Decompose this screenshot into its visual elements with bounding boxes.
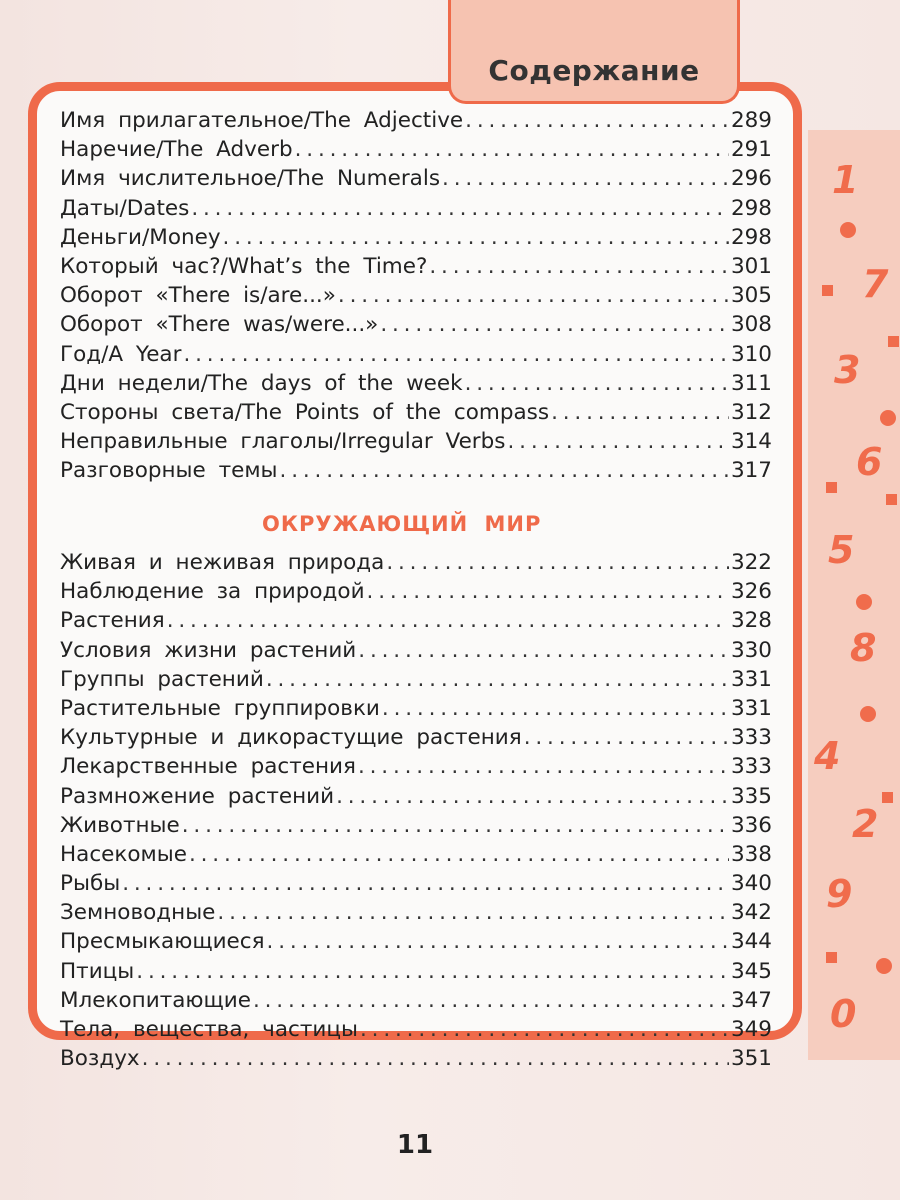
- toc-entry: [60, 840, 772, 869]
- dot-leader: [280, 456, 729, 485]
- dot-leader: [382, 694, 729, 723]
- toc-entry-page: 301: [730, 253, 772, 279]
- decor-digit: 4: [814, 734, 841, 778]
- toc-entry: [60, 164, 772, 193]
- toc-entry: [60, 310, 772, 339]
- toc-entry-page: 338: [730, 841, 772, 867]
- decor-digit: 5: [828, 528, 855, 572]
- decor-dot: [860, 706, 876, 722]
- dot-leader: [524, 723, 729, 752]
- dot-leader: [338, 281, 729, 310]
- toc-entry-page: 312: [730, 399, 772, 425]
- toc-entry-title: Воздух: [60, 1046, 140, 1072]
- dot-leader: [217, 898, 729, 927]
- toc-entry: [60, 252, 772, 281]
- dot-leader: [442, 164, 729, 193]
- toc-entry-title: Который час?/What’s the Time?: [60, 253, 428, 279]
- toc-entry-page: 330: [730, 637, 772, 663]
- dot-leader: [360, 1015, 729, 1044]
- decor-digit: 6: [856, 440, 883, 484]
- page-number: 11: [396, 1130, 434, 1160]
- toc-entry-title: Культурные и дикорастущие растения: [60, 725, 522, 751]
- toc-entry: [60, 398, 772, 427]
- toc-list-section-1: [60, 106, 772, 485]
- decor-digit: 2: [852, 802, 879, 846]
- dot-leader: [465, 106, 729, 135]
- header-tab: [448, 0, 740, 104]
- toc-entry: [60, 898, 772, 927]
- decor-digit: 7: [862, 262, 889, 306]
- toc-entry: [60, 1015, 772, 1044]
- toc-entry: [60, 927, 772, 956]
- toc-entry-page: 342: [730, 900, 772, 926]
- toc-entry: [60, 427, 772, 456]
- toc-entry-title: Рыбы: [60, 871, 121, 897]
- toc-entry-page: 349: [730, 1017, 772, 1042]
- toc-list-section-2: [60, 548, 772, 1073]
- toc-entry-title: Размножение растений: [60, 783, 335, 809]
- dot-leader: [358, 636, 729, 665]
- toc-entry-title: Деньги/Money: [60, 224, 221, 250]
- section-heading: ОКРУЖАЮЩИЙ МИР: [262, 512, 542, 536]
- toc-entry-title: Неправильные глаголы/Irregular Verbs: [60, 429, 506, 455]
- toc-entry-title: Живая и неживая природа: [60, 550, 385, 575]
- toc-entry: [60, 456, 772, 485]
- toc-entry-page: 314: [730, 429, 772, 455]
- decor-digit: 0: [830, 992, 857, 1036]
- toc-entry: [60, 665, 772, 694]
- toc-entry-title: Животные: [60, 812, 180, 838]
- toc-entry-page: 333: [730, 754, 772, 780]
- toc-entry-title: Имя числительное/The Numerals: [60, 166, 441, 192]
- dot-leader: [182, 811, 729, 840]
- toc-entry: [60, 869, 772, 898]
- toc-entry: [60, 986, 772, 1015]
- toc-entry-title: Стороны света/The Points of the compass: [60, 399, 550, 425]
- decor-dot: [856, 594, 872, 610]
- page-title: Содержание: [488, 54, 700, 87]
- toc-entry-page: 291: [730, 137, 772, 163]
- toc-entry: [60, 723, 772, 752]
- decor-digit: 8: [850, 626, 877, 670]
- toc-entry-title: Даты/Dates: [60, 195, 190, 221]
- toc-entry-page: 289: [730, 108, 772, 133]
- toc-entry: [60, 694, 772, 723]
- dot-leader: [465, 369, 729, 398]
- decor-square: [826, 952, 837, 963]
- decor-dot: [840, 222, 856, 238]
- decor-digit: 9: [826, 872, 853, 916]
- dot-leader: [183, 340, 729, 369]
- dot-leader: [380, 310, 729, 339]
- toc-entry-page: 344: [730, 929, 772, 955]
- toc-entry-title: Имя прилагательное/The Adjective: [60, 108, 464, 133]
- dot-leader: [122, 869, 729, 898]
- toc-entry: [60, 636, 772, 665]
- toc-entry-title: Растения: [60, 608, 165, 634]
- toc-entry-page: 326: [730, 579, 772, 605]
- decor-square: [826, 482, 837, 493]
- decor-square: [882, 792, 893, 803]
- decor-digit: 1: [832, 158, 859, 202]
- toc-entry-page: 298: [730, 224, 772, 250]
- toc-entry: [60, 194, 772, 223]
- dot-leader: [551, 398, 729, 427]
- toc-entry-page: 311: [730, 370, 772, 396]
- toc-entry: [60, 752, 772, 781]
- toc-entry-title: Лекарственные растения: [60, 754, 356, 780]
- toc-entry: [60, 606, 772, 635]
- toc-entry-title: Пресмыкающиеся: [60, 929, 265, 955]
- dot-leader: [358, 752, 729, 781]
- dot-leader: [189, 840, 729, 869]
- toc-entry: [60, 369, 772, 398]
- toc-entry-title: Год/A Year: [60, 341, 182, 367]
- dot-leader: [295, 135, 729, 164]
- dot-leader: [267, 927, 729, 956]
- dot-leader: [253, 986, 729, 1015]
- toc-entry: [60, 577, 772, 606]
- dot-leader: [429, 252, 729, 281]
- toc-entry-title: Условия жизни растений: [60, 637, 357, 663]
- toc-entry-page: 333: [730, 725, 772, 751]
- toc-entry-title: Наблюдение за природой: [60, 579, 365, 605]
- toc-entry: [60, 281, 772, 310]
- toc-entry: [60, 782, 772, 811]
- toc-entry-page: 298: [730, 195, 772, 221]
- toc-entry-title: Разговорные темы: [60, 458, 278, 484]
- toc-entry-title: Группы растений: [60, 666, 264, 692]
- toc-entry: [60, 223, 772, 252]
- toc-entry-title: Оборот «There is/are...»: [60, 283, 336, 309]
- dot-leader: [336, 782, 729, 811]
- toc-entry: [60, 135, 772, 164]
- decor-digit: 3: [834, 348, 861, 392]
- decor-square: [888, 336, 899, 347]
- toc-entry: [60, 1044, 772, 1073]
- dot-leader: [191, 194, 729, 223]
- dot-leader: [167, 606, 729, 635]
- toc-entry-title: Птицы: [60, 958, 135, 984]
- dot-leader: [142, 1044, 729, 1073]
- dot-leader: [508, 427, 729, 456]
- toc-entry-page: 296: [730, 166, 772, 192]
- dot-leader: [367, 577, 729, 606]
- toc-entry: [60, 811, 772, 840]
- dot-leader: [223, 223, 729, 252]
- toc-entry-title: Дни недели/The days of the week: [60, 370, 463, 396]
- toc-entry-page: 331: [730, 695, 772, 721]
- toc-entry-title: Земноводные: [60, 900, 216, 926]
- decor-dot: [880, 410, 896, 426]
- toc-entry-page: 336: [730, 812, 772, 838]
- decor-square: [822, 285, 833, 296]
- dot-leader: [266, 665, 729, 694]
- toc-entry: [60, 957, 772, 986]
- toc-entry-title: Насекомые: [60, 841, 187, 867]
- toc-entry-page: 331: [730, 666, 772, 692]
- toc-entry: [60, 340, 772, 369]
- toc-entry-title: Оборот «There was/were...»: [60, 312, 379, 338]
- decor-dot: [876, 958, 892, 974]
- toc-entry-title: Наречие/The Adverb: [60, 137, 293, 163]
- toc-entry-title: Млекопитающие: [60, 987, 251, 1013]
- toc-entry-page: 351: [730, 1046, 772, 1072]
- toc-entry: [60, 106, 772, 135]
- toc-entry-page: 322: [730, 550, 772, 575]
- toc-entry-page: 308: [730, 312, 772, 338]
- toc-entry-page: 347: [730, 987, 772, 1013]
- dot-leader: [136, 957, 729, 986]
- decor-square: [886, 494, 897, 505]
- toc-entry-title: Растительные группировки: [60, 695, 380, 721]
- toc-entry: [60, 548, 772, 577]
- toc-entry-title: Тела, вещества, частицы: [60, 1017, 358, 1042]
- toc-entry-page: 310: [730, 341, 772, 367]
- toc-entry-page: 335: [730, 783, 772, 809]
- toc-entry-page: 328: [730, 608, 772, 634]
- toc-entry-page: 317: [730, 458, 772, 484]
- toc-entry-page: 340: [730, 871, 772, 897]
- dot-leader: [386, 548, 729, 577]
- toc-entry-page: 305: [730, 283, 772, 309]
- toc-entry-page: 345: [730, 958, 772, 984]
